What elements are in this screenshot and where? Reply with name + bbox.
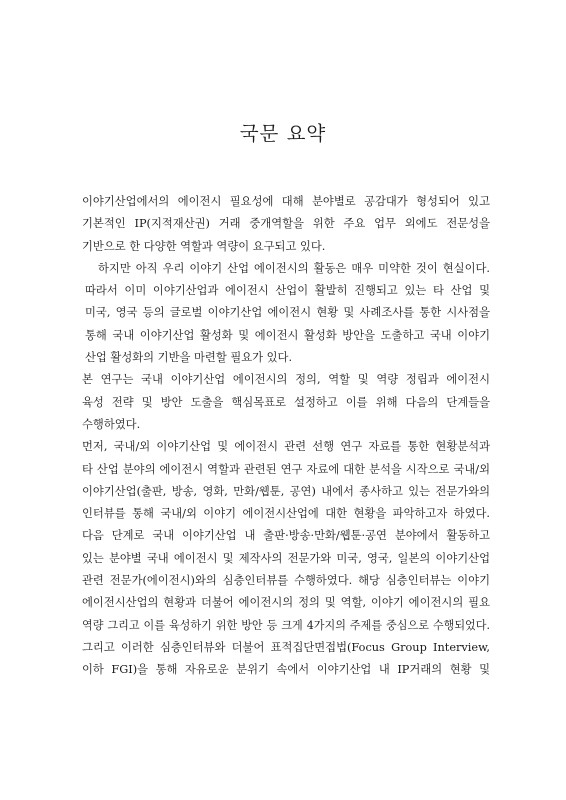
text-line: 수행하였다. <box>82 417 141 431</box>
text-line: 산업 활성화의 기반을 마련할 필요가 있다. <box>85 351 293 365</box>
text-line: 관련 전문가(에이전시)와의 심층인터뷰를 수행하였다. 해당 심층인터뷰는 이야기 <box>82 574 490 588</box>
text-line: 육성 전략 및 방안 도출을 핵심목표로 설정하고 이를 위해 다음의 단계들을 <box>82 395 490 409</box>
text-line: 본 연구는 국내 이야기산업 에이전시의 정의, 역할 및 역량 정립과 에이전시 <box>82 373 490 387</box>
page-title: 국문 요약 <box>239 122 327 145</box>
text-line: 먼저, 국내/외 이야기산업 및 에이전시 관련 선행 연구 자료를 통한 현황분석과 <box>82 440 490 454</box>
text-line: 기반으로 한 다양한 역할과 역량이 요구되고 있다. <box>82 239 326 253</box>
text-line: 이야기산업에서의 에이전시 필요성에 대해 분야별로 공감대가 형성되어 있고 <box>82 195 490 208</box>
text-line: 에이전시산업의 현황과 더불어 에이전시의 정의 및 역할, 이야기 에이전시의 필요 <box>82 596 490 610</box>
text-line: 이하 FGI)을 통해 자유로운 분위기 속에서 이야기산업 내 IP거래의 현황 및 <box>82 663 490 677</box>
text-line: 미국, 영국 등의 글로벌 이야기산업 에이전시 현황 및 사례조사를 통한 시사점을 <box>85 306 490 320</box>
summary-body <box>82 191 490 682</box>
text-line: 그리고 이러한 심층인터뷰와 더불어 표적집단면접법(Focus Group Interview, <box>82 640 490 654</box>
text-line: 통해 국내 이야기산업 활성화 및 에이전시 활성화 방안을 도출하고 국내 이야기 <box>85 328 490 342</box>
text-line: 기본적인 IP(지적재산권) 거래 중개역할을 위한 주요 업무 외에도 전문성을 <box>82 217 490 231</box>
text-line: 있는 분야별 국내 에이전시 및 제작사의 전문가와 미국, 영국, 일본의 이야기산업 <box>82 551 490 565</box>
text-line: 이야기산업(출판, 방송, 영화, 만화/웹툰, 공연) 내에서 종사하고 있는 전문가와의 <box>82 484 490 498</box>
text-line: 역량 그리고 이를 육성하기 위한 방안 등 크게 4가지의 주제를 중심으로 수행되었다. <box>82 618 490 632</box>
text-line: 다음 단계로 국내 이야기산업 내 출판·방송·만화/웹툰·공연 분야에서 활동하고 <box>82 529 490 543</box>
text-line: 인터뷰를 통해 국내/외 이야기 에이전시산업에 대한 현황을 파악하고자 하였다. <box>82 507 490 521</box>
text-line: 타 산업 분야의 에이전시 역할과 관련된 연구 자료에 대한 분석을 시작으로 국내/외 <box>82 462 490 476</box>
text-line: 하지만 아직 우리 이야기 산업 에이전시의 활동은 매우 미약한 것이 현실이다. <box>98 261 490 275</box>
text-line: 따라서 이미 이야기산업과 에이전시 산업이 활발히 진행되고 있는 타 산업 및 <box>85 284 490 298</box>
